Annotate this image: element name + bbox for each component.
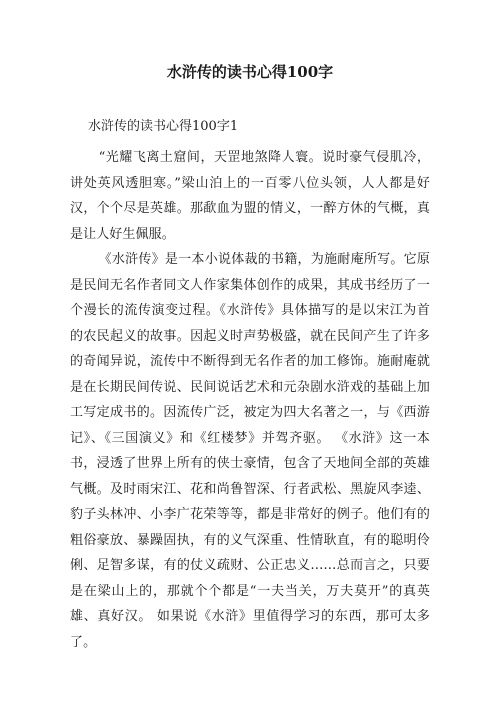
document-subtitle: 水浒传的读书心得100字1 xyxy=(88,119,239,134)
body-paragraph-1: “光耀飞离土窟间，天罡地煞降人寰。说时豪气侵肌冷，讲处英风透胆寒。”梁山泊上的一百零八位头领，人人都是好汉，个个尽是英雄。那歃血为盟的情义，一醉方休的气概，真是让人好生佩服。 xyxy=(70,150,430,242)
document-title: 水浒传的读书心得100字 xyxy=(166,63,334,81)
body-paragraph-2: 《水浒传》是一本小说体裁的书籍，为施耐庵所写。它原是民间无名作者同文人作家集体创作的成果，其成书经历了一个漫长的流传演变过程。《水浒传》具体描写的是以宋江为首的农民起义的故事。因起义时声势极盛，就在民间产生了许多的奇闻异说，流传中不断得到无名作者的加工修饰。施耐庵就是在长期民间传说、民间说话艺术和元杂剧水浒戏的基础上加工写定成书的。因流传广泛，被定为四大名著之一，与《西游记》、《三国演义》和《红楼梦》并驾齐驱。 《水浒》这一本书，浸透了世界上所有的侠士豪情，包含了天地间全部的英雄气概。及时雨宋江、花和尚鲁智深、行者武松、黑旋风李逵、豹子头林冲、小李广花荣等等，都是非常好的例子。他们有的粗俗豪放、暴躁固执，有的义气深重、性情耿直，有的聪明伶俐、足智多谋，有的仗义疏财、公正忠义……总而言之，只要是在梁山上的，那就个个都是“一夫当关，万夫莫开”的真英雄、真好汉。 如果说《水浒》里值得学习的东西，那可太多了。 xyxy=(70,252,430,650)
document-body xyxy=(70,145,430,655)
